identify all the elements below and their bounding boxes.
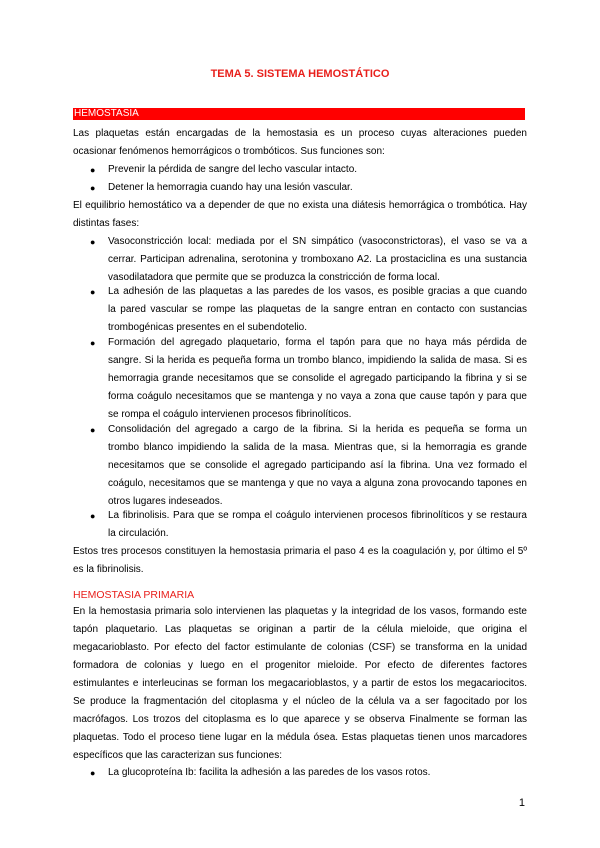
text-line: Consolidación del agregado a cargo de la fibrina. Si la herida es pequeña se forma un (108, 424, 527, 435)
bullet-icon: ● (90, 165, 96, 175)
list-item (108, 283, 527, 337)
text-line: Prevenir la pérdida de sangre del lecho vascular intacto. (108, 164, 358, 175)
text-line: La adhesión de las plaquetas a las paredes de los vasos, es posible gracias a que cuando (108, 286, 527, 297)
text-line: estimulantes e interleucinas se forman los megacarioblastos, y a partir de estos los megacariocitos. (73, 678, 527, 689)
bullet-icon: ● (90, 511, 96, 521)
list-item (108, 421, 527, 511)
text-line: es la fibrinolisis. (73, 564, 144, 575)
primary-hemostasis-paragraph (73, 603, 527, 765)
text-line: específicos que las caracterizan sus funciones: (73, 750, 282, 761)
text-line: trombo blanco impidiendo la salida de la masa. Mientras que, si la hemorragia es grande (108, 442, 527, 453)
bullet-icon: ● (90, 287, 96, 297)
text-line: necesitamos que se consolide el agregado participando así la fibrina. Una vez formado el (108, 460, 527, 471)
text-line: ocasionar fenómenos hemorrágicos o trombóticos. Sus funciones son: (73, 146, 385, 157)
intro-paragraph (73, 125, 527, 161)
text-line: En la hemostasia primaria solo intervienen las plaquetas y la integridad de los vasos, formando este (73, 606, 527, 617)
text-line: se rompa el coágulo intervienen procesos fibrinolíticos. (108, 409, 352, 420)
text-line: El equilibrio hemostático va a depender de que no exista una diátesis hemorrágica o trombótica. Hay (73, 200, 527, 211)
bullet-icon: ● (90, 425, 96, 435)
section-heading-hemostasia-primaria: HEMOSTASIA PRIMARIA (73, 589, 195, 601)
text-line: La glucoproteína Ib: facilita la adhesión a las paredes de los vasos rotos. (108, 767, 431, 778)
list-item (108, 233, 527, 287)
text-line: forma coágulo necesitamos que se mantenga y no vaya a zona que cause tapón y para que (108, 391, 527, 402)
text-line: macrófagos. Los trozos del citoplasma es lo que aparece y se observa Finalmente se forman las (73, 714, 527, 725)
text-line: la pared vascular se rompe las plaquetas de la sangre entran en contacto con sustancias (108, 304, 527, 315)
text-line: formadora de colonias y luego en el progenitor mieloide. Por efecto de diferentes factores (73, 660, 527, 671)
text-line: distintas fases: (73, 218, 140, 229)
list-item (108, 764, 527, 782)
bullet-icon: ● (90, 338, 96, 348)
text-line: hemorragia grande necesitamos que se consolide el agregado participando la fibrina y si se (108, 373, 527, 384)
page-number: 1 (518, 797, 525, 809)
text-line: la circulación. (108, 528, 169, 539)
closing-paragraph (73, 543, 527, 579)
bullet-icon: ● (90, 183, 96, 193)
text-line: otros lugares indeseados. (108, 496, 223, 507)
text-line: plaquetas. Todo el proceso tiene lugar en la médula ósea. Estas plaquetas tienen unos marcadores (73, 732, 527, 743)
text-line: tapón plaquetario. Las plaquetas se originan a partir de la célula mieloide, que origina el (73, 624, 527, 635)
text-line: Estos tres procesos constituyen la hemostasia primaria el paso 4 es la coagulación y, por último el 5º (73, 546, 527, 557)
list-item (108, 161, 527, 179)
page-title: TEMA 5. SISTEMA HEMOSTÁTICO (210, 68, 390, 80)
section-heading-hemostasia: HEMOSTASIA (73, 108, 525, 120)
text-line: megacarioblasto. Por efecto del factor estimulante de colonias (CSF) se transforma en la unidad (73, 642, 527, 653)
list-item (108, 507, 527, 543)
bullet-icon: ● (90, 237, 96, 247)
bullet-icon: ● (90, 768, 96, 778)
text-line: La fibrinolisis. Para que se rompa el coágulo intervienen procesos fibrinolíticos y se restaura (108, 510, 527, 521)
list-item (108, 334, 527, 424)
text-line: Se produce la fragmentación del citoplasma y el núcleo de la célula va a ser fagocitado por los (73, 696, 527, 707)
text-line: Vasoconstricción local: mediada por el SN simpático (vasoconstrictoras), el vaso se va a (108, 236, 527, 247)
text-line: coágulo, necesitamos que se mantenga y que no vaya a alguna zona provocando tapones en (108, 478, 527, 489)
text-line: trombogénicas presentes en el subendotelio. (108, 322, 308, 333)
phases-intro-paragraph (73, 197, 527, 233)
text-line: vasodilatadora que permite que se produzca la constricción de forma local. (108, 272, 440, 283)
text-line: cerrar. Participan adrenalina, serotonina y tromboxano A2. La prostaciclina es una sustancia (108, 254, 527, 265)
text-line: Detener la hemorragia cuando hay una lesión vascular. (108, 182, 353, 193)
text-line: Las plaquetas están encargadas de la hemostasia es un proceso cuyas alteraciones pueden (73, 128, 527, 139)
text-line: sangre. Si la herida es pequeña forma un trombo blanco, impidiendo la salida de masa. Si es (108, 355, 527, 366)
list-item (108, 179, 527, 197)
text-line: Formación del agregado plaquetario, forma el tapón para que no haya más pérdida de (108, 337, 527, 348)
